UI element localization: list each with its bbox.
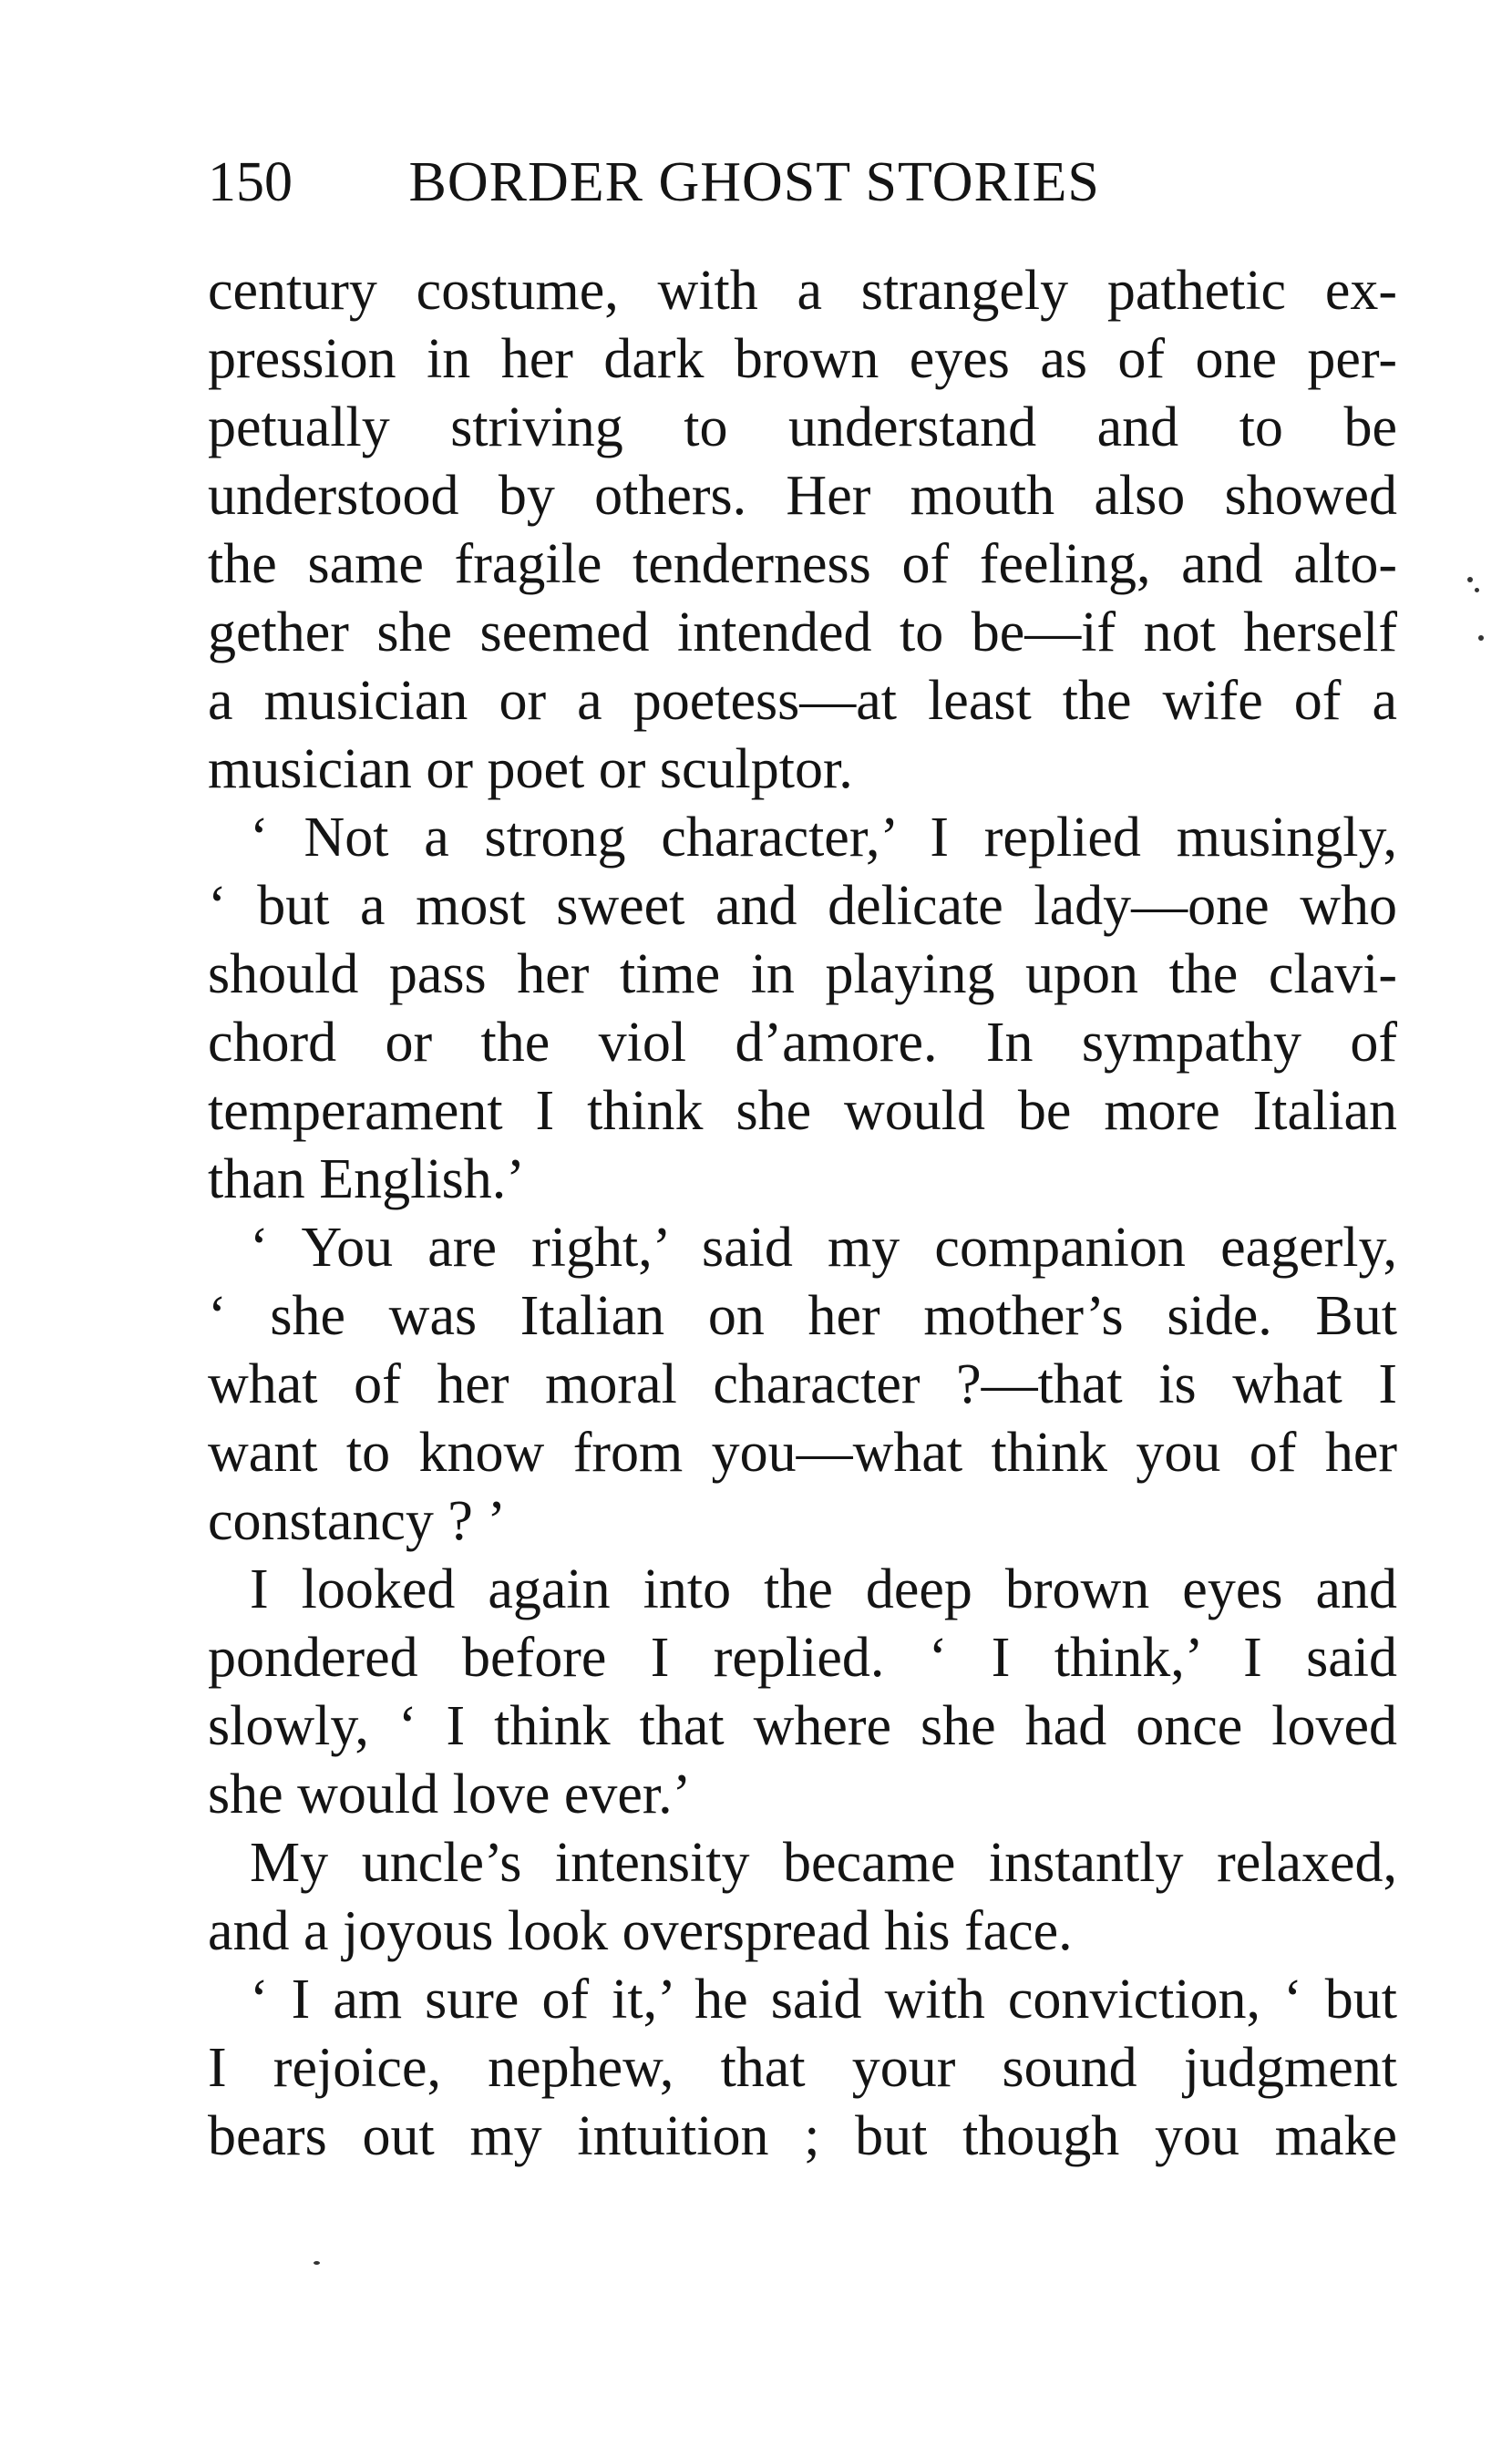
text-line: century costume, with a strangely pathetic ex- [208, 260, 1397, 322]
text-line: bears out my intuition ; but though you make [208, 2105, 1397, 2167]
text-line: chord or the viol d’amore. In sympathy of [208, 1012, 1397, 1074]
text-line: slowly, ‘ I think that where she had once loved [208, 1695, 1397, 1757]
text-line: should pass her time in playing upon the clavi- [208, 943, 1397, 1005]
text-line: than English.’ [208, 1148, 525, 1210]
text-line: and a joyous look overspread his face. [208, 1900, 1073, 1962]
text-line: a musician or a poetess—at least the wife of a [208, 670, 1397, 732]
text-line: she would love ever.’ [208, 1763, 692, 1825]
text-line: the same fragile tenderness of feeling, and alto- [208, 533, 1397, 595]
text-line: ‘ but a most sweet and delicate lady—one who [208, 875, 1397, 937]
text-line: pression in her dark brown eyes as of one per- [208, 328, 1397, 390]
text-line: ‘ she was Italian on her mother’s side. But [208, 1285, 1397, 1347]
text-line: understood by others. Her mouth also showed [208, 465, 1397, 527]
text-line: musician or poet or sculptor. [208, 738, 853, 800]
text-line: temperament I think she would be more Italian [208, 1080, 1397, 1142]
text-line: ‘ You are right,’ said my companion eagerly, [250, 1217, 1397, 1279]
text-line: ‘ Not a strong character,’ I replied musingly, [250, 807, 1397, 869]
text-line: I looked again into the deep brown eyes and [250, 1558, 1397, 1620]
ink-speck [1467, 577, 1473, 582]
ink-speck [314, 2261, 320, 2265]
text-line: I rejoice, nephew, that your sound judgment [208, 2037, 1397, 2099]
text-line: pondered before I replied. ‘ I think,’ I said [208, 1627, 1397, 1689]
page-number: 150 [208, 151, 293, 213]
body-text [208, 257, 1397, 2171]
page-header [208, 146, 1201, 219]
text-line: gether she seemed intended to be—if not herself [208, 602, 1397, 663]
text-line: what of her moral character ?—that is what I [208, 1353, 1397, 1415]
text-line: ‘ I am sure of it,’ he said with conviction, ‘ but [250, 1969, 1397, 2031]
ink-speck [1478, 635, 1484, 641]
text-line: petually striving to understand and to be [208, 396, 1397, 458]
text-line: My uncle’s intensity became instantly relaxed, [250, 1832, 1397, 1894]
running-title: BORDER GHOST STORIES [408, 151, 1100, 213]
ink-speck [1475, 588, 1479, 592]
text-line: want to know from you—what think you of her [208, 1422, 1397, 1484]
text-line: constancy ? ’ [208, 1490, 507, 1552]
